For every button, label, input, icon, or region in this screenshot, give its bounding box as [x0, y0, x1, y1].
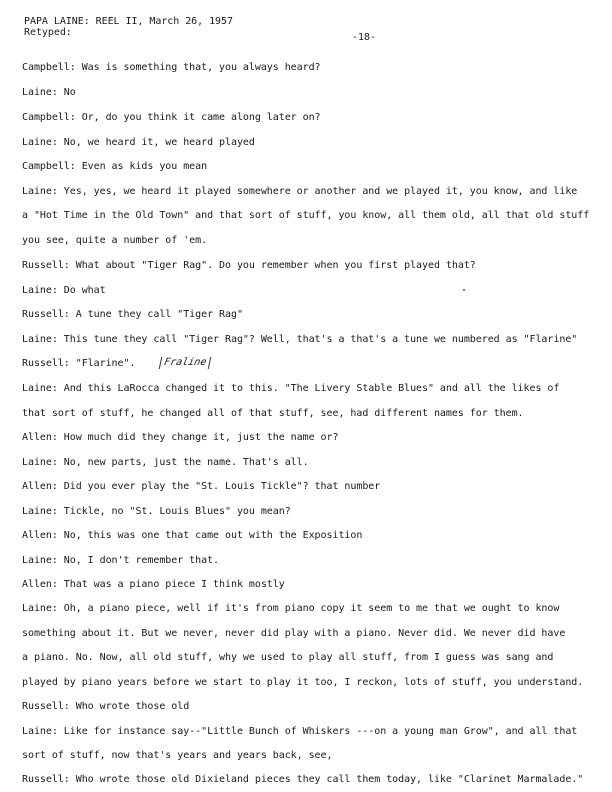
transcript-line: Allen: No, this was one that came out with the Exposition: [22, 530, 363, 541]
transcript-line: Laine: Do what: [22, 285, 106, 296]
speck: [463, 289, 465, 291]
transcript-line: Laine: And this LaRocca changed it to this. "The Livery Stable Blues" and all the likes of: [22, 383, 560, 394]
transcript-line: Allen: How much did they change it, just the name or?: [22, 432, 339, 443]
transcript-line: Laine: This tune they call "Tiger Rag"? Well, that's a that's a tune we numbered as "Flarine": [22, 334, 578, 345]
handwritten-annotation: Fraline: [159, 357, 212, 369]
transcript-line: you see, quite a number of 'em.: [22, 235, 208, 246]
header-title: PAPA LAINE: REEL II, March 26, 1957: [24, 16, 233, 27]
transcript-line: a piano. No. Now, all old stuff, why we used to play all stuff, from I guess was sang and: [22, 652, 554, 663]
transcript-line: Laine: Tickle, no "St. Louis Blues" you mean?: [22, 506, 291, 517]
page-number: -18-: [352, 32, 377, 43]
transcript-line: Russell: Who wrote those old: [22, 701, 190, 712]
transcript-line: Laine: No, we heard it, we heard played: [22, 137, 255, 148]
transcript-line: Campbell: Even as kids you mean: [22, 161, 208, 172]
transcript-line: Russell: A tune they call "Tiger Rag": [22, 309, 243, 320]
transcript-line: Laine: No, new parts, just the name. That's all.: [22, 457, 309, 468]
transcript-line: Russell: "Flarine".: [22, 358, 136, 369]
transcript-line: something about it. But we never, never did play with a piano. Never did. We never did have: [22, 628, 566, 639]
transcript-line: Allen: Did you ever play the "St. Louis Tickle"? that number: [22, 481, 381, 492]
transcript-line: Laine: No: [22, 87, 76, 98]
transcript-line: Laine: Yes, yes, we heard it played somewhere or another and we played it, you know, and like: [22, 186, 578, 197]
header-retyped: Retyped:: [24, 27, 72, 38]
transcript-line: a "Hot Time in the Old Town" and that sort of stuff, you know, all them old, all that old stuff: [22, 210, 590, 221]
transcript-line: Laine: Oh, a piano piece, well if it's from piano copy it seem to me that we ought to know: [22, 603, 560, 614]
transcript-line: Allen: That was a piano piece I think mostly: [22, 579, 285, 590]
transcript-line: Russell: What about "Tiger Rag". Do you remember when you first played that?: [22, 260, 476, 271]
transcript-line: Laine: Like for instance say--"Little Bunch of Whiskers ---on a young man Grow", and all that: [22, 726, 578, 737]
transcript-line: Campbell: Or, do you think it came along later on?: [22, 112, 321, 123]
transcript-line: Campbell: Was is something that, you always heard?: [22, 62, 321, 73]
transcript-line: sort of stuff, now that's years and years back, see,: [22, 750, 333, 761]
transcript-line: Russell: Who wrote those old Dixieland pieces they call them today, like "Clarinet Marmalade.": [22, 774, 584, 785]
transcript-line: that sort of stuff, he changed all of that stuff, see, had different names for them.: [22, 408, 524, 419]
transcript-line: played by piano years before we start to play it too, I reckon, lots of stuff, you understand.: [22, 677, 584, 688]
transcript-line: Laine: No, I don't remember that.: [22, 555, 220, 566]
